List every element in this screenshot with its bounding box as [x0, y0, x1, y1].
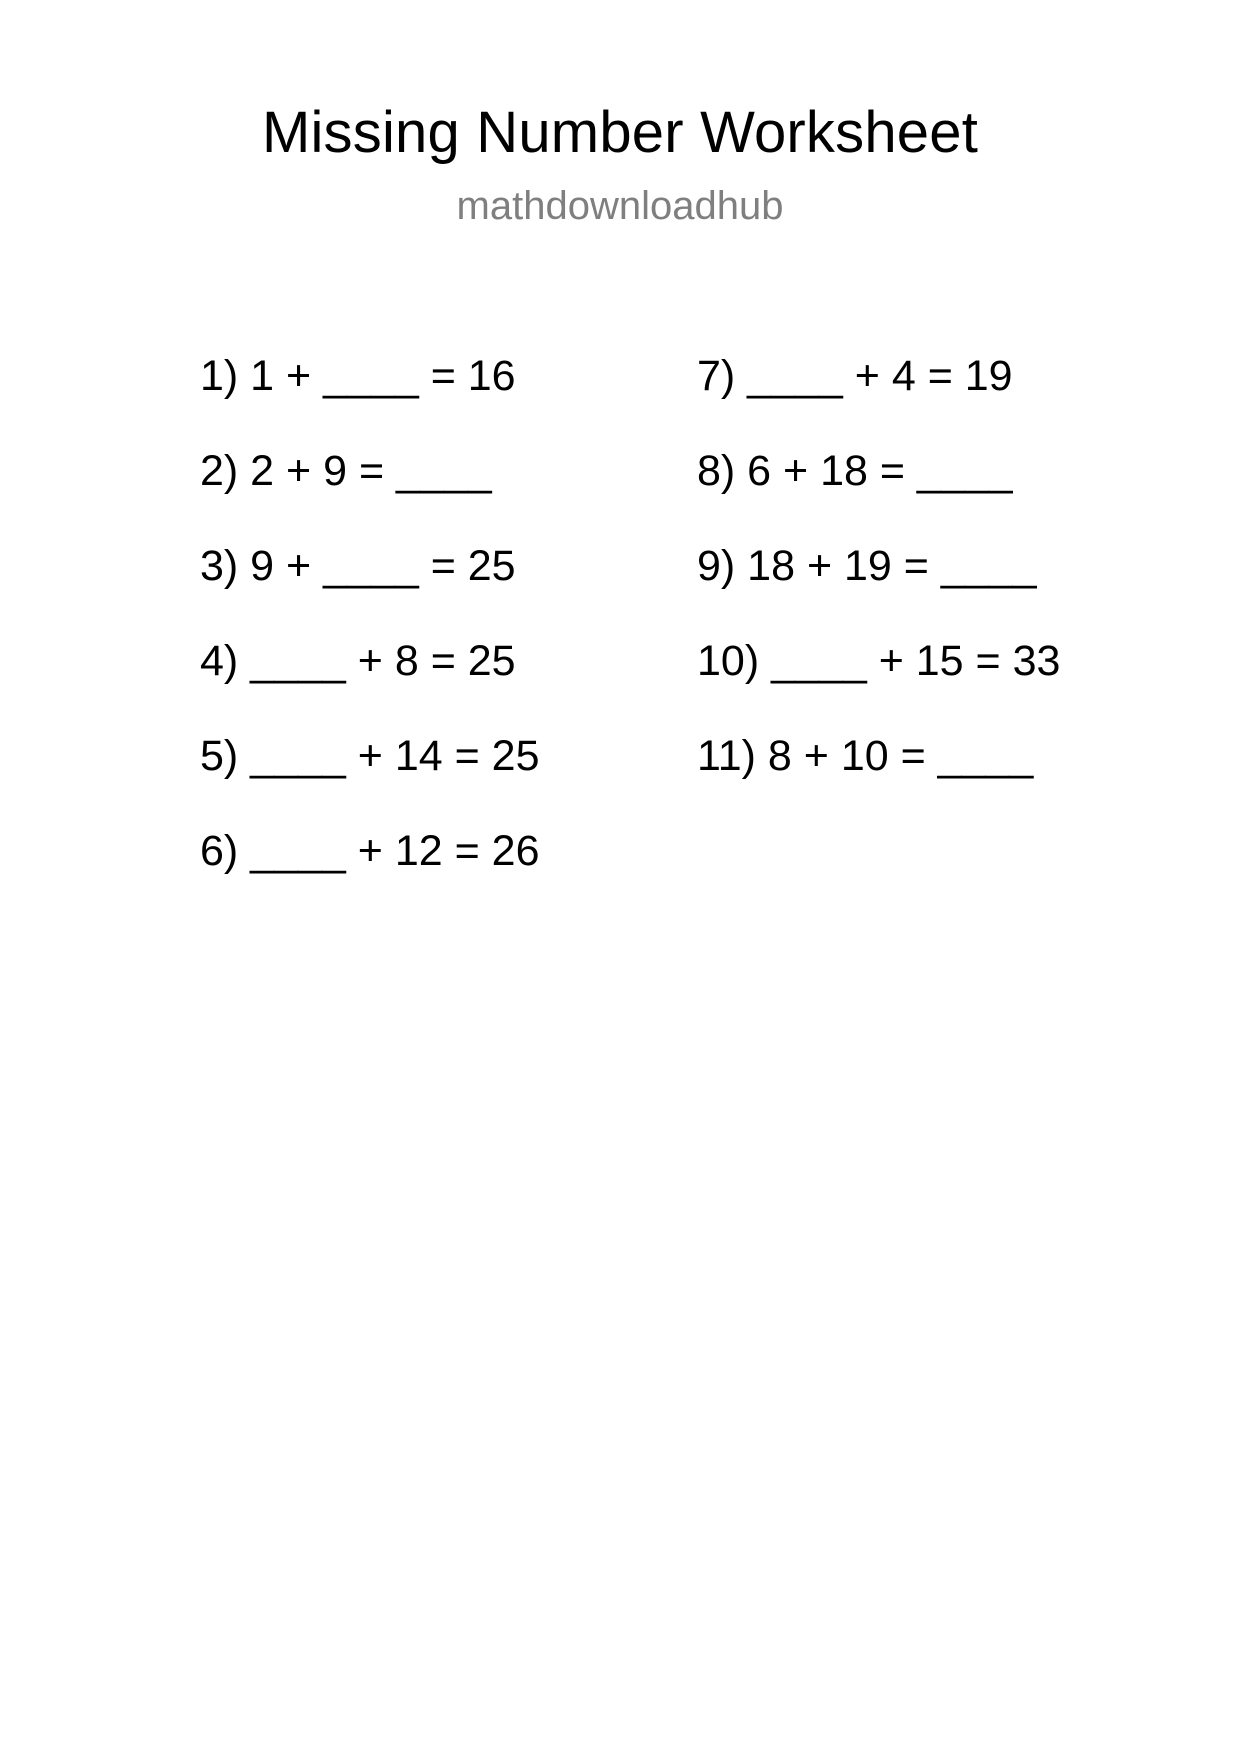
problem-8: 8) 6 + 18 = ____	[697, 447, 1013, 495]
problem-7: 7) ____ + 4 = 19	[697, 352, 1013, 400]
problem-5: 5) ____ + 14 = 25	[200, 732, 540, 780]
problem-9: 9) 18 + 19 = ____	[697, 542, 1037, 590]
problem-6: 6) ____ + 12 = 26	[200, 827, 540, 875]
problem-3: 3) 9 + ____ = 25	[200, 542, 516, 590]
problem-2: 2) 2 + 9 = ____	[200, 447, 492, 495]
problem-11: 11) 8 + 10 = ____	[697, 732, 1034, 780]
problem-4: 4) ____ + 8 = 25	[200, 637, 516, 685]
problem-10: 10) ____ + 15 = 33	[697, 637, 1061, 685]
problem-column-left	[200, 350, 540, 920]
source-label: mathdownloadhub	[456, 184, 784, 228]
problem-1: 1) 1 + ____ = 16	[200, 352, 516, 400]
page-title: Missing Number Worksheet	[261, 100, 979, 165]
problem-column-right	[697, 350, 1060, 825]
